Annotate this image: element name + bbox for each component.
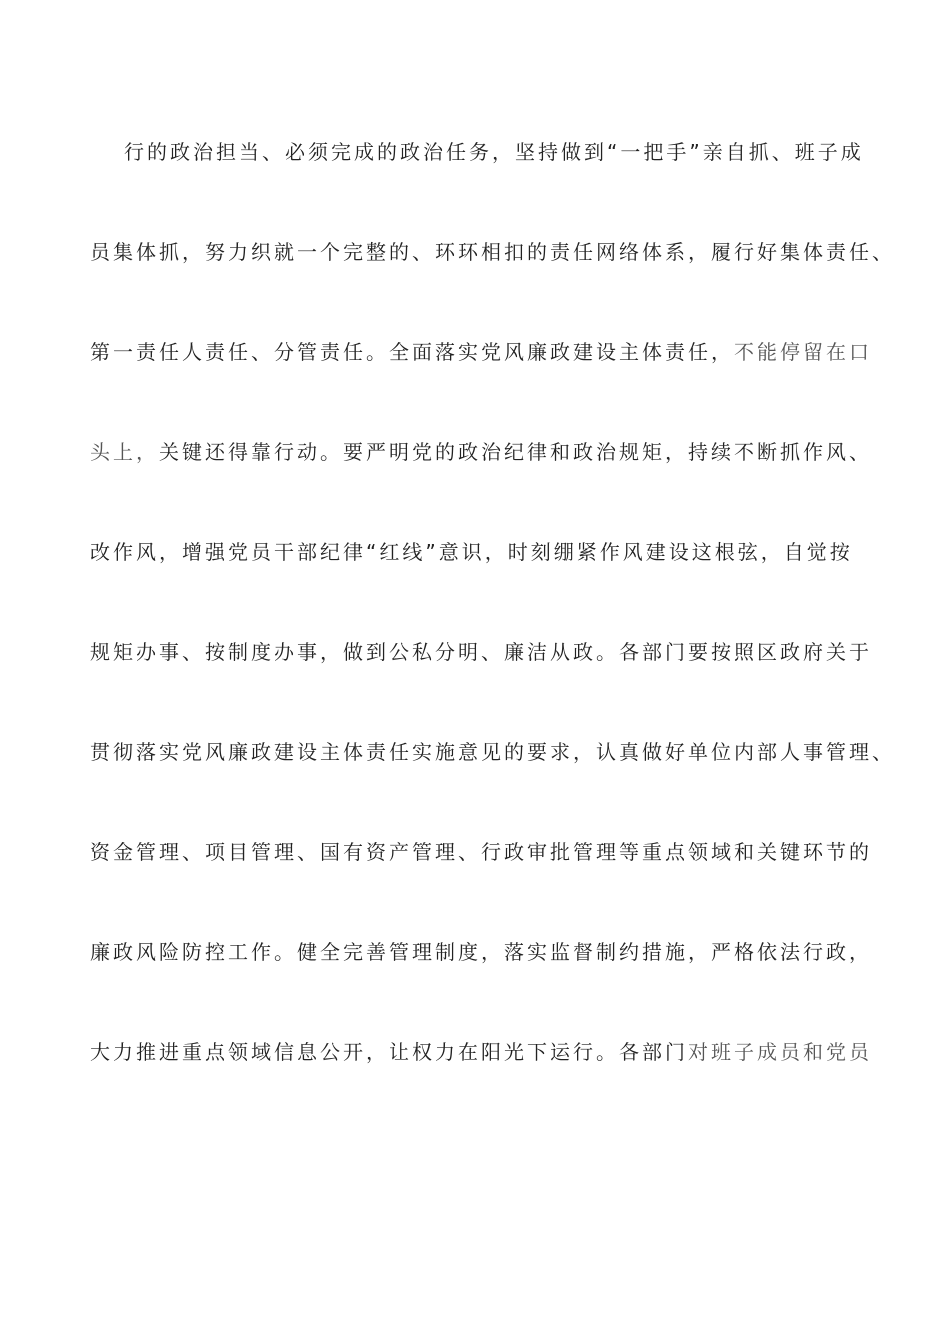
paragraph-line [90,540,890,564]
line-text: 关键还得靠行动。要严明党的政治纪律和政治规矩，持续不断抓作风、 [159,440,872,464]
paragraph-line [90,940,890,964]
line-text: 行的政治担当、必须完成的政治任务，坚持做到“一把手”亲自抓、班子成 [124,140,864,164]
line-text-faded: 不能停留在口 [734,340,872,364]
line-text: 规矩办事、按制度办事，做到公私分明、廉洁从政。各部门要按照区政府关于 [90,640,872,664]
line-text-faded: 头上， [90,440,159,464]
paragraph-line [90,240,895,264]
line-text: 贯彻落实党风廉政建设主体责任实施意见的要求，认真做好单位内部人事管理、 [90,740,895,764]
paragraph-line [90,840,890,864]
line-text: 第一责任人责任、分管责任。全面落实党风廉政建设主体责任， [90,340,734,364]
line-text: 改作风，增强党员干部纪律“红线”意识，时刻绷紧作风建设这根弦，自觉按 [90,540,853,564]
line-text: 大力推进重点领域信息公开，让权力在阳光下运行。各部门 [90,1040,688,1064]
line-text: 资金管理、项目管理、国有资产管理、行政审批管理等重点领域和关键环节的 [90,840,872,864]
paragraph-line [90,640,890,664]
paragraph-line [90,740,895,764]
line-text: 廉政风险防控工作。健全完善管理制度，落实监督制约措施，严格依法行政， [90,940,872,964]
paragraph-line [124,140,924,164]
paragraph-line [90,1040,890,1064]
line-text-faded: 对班子成员和党员 [688,1040,872,1064]
line-text: 员集体抓，努力织就一个完整的、环环相扣的责任网络体系，履行好集体责任、 [90,240,895,264]
paragraph-line [90,340,890,364]
paragraph-line [90,440,890,464]
